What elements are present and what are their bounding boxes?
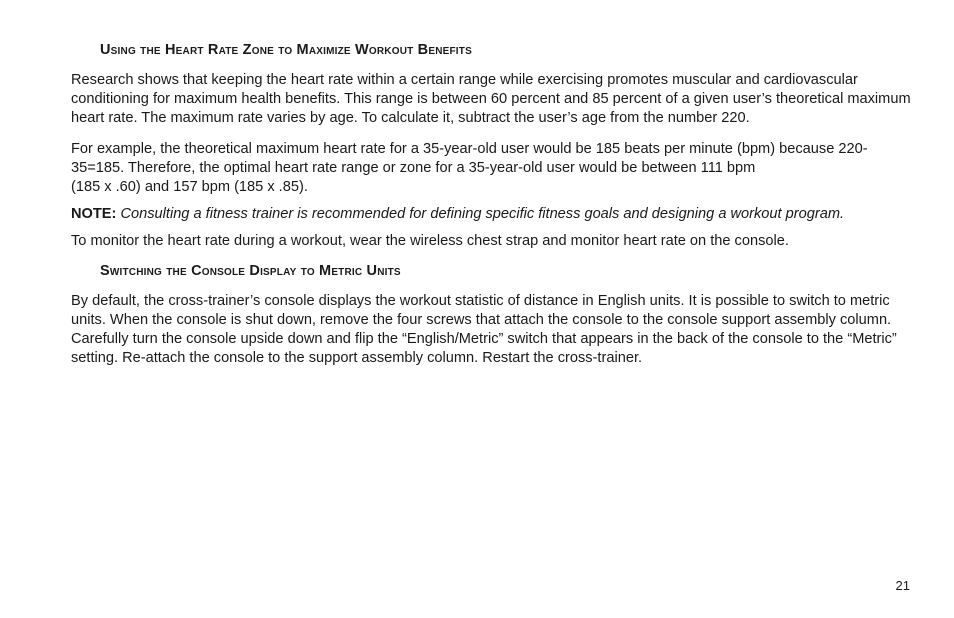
metric-units-paragraph: By default, the cross-trainer’s console displays the workout statistic of distance in English units. It is possible to switch to metric units. When the console is shut down, remove the four screws that attach the console to the console support assembly column. Carefully turn the console upside down and flip the “English/Metric” switch that appears in the back of the console to the “Metric” setting. Re-attach the console to the support assembly column. Restart the cross-trainer. <box>71 293 897 366</box>
heart-rate-example-paragraph <box>71 140 916 197</box>
note-paragraph <box>71 205 916 224</box>
heart-rate-example-text: For example, the theoretical maximum heart rate for a 35-year-old user would be 185 beats per minute (bpm) because 220-35=185. Therefore, the optimal heart rate range or zone for a 35-year-old user would be between 111 bpm <box>71 141 868 176</box>
heart-rate-monitor-paragraph: To monitor the heart rate during a workout, wear the wireless chest strap and monitor heart rate on the console. <box>71 233 789 249</box>
section-heading-metric-units: Switching the Console Display to Metric Units <box>100 263 401 279</box>
heart-rate-intro-paragraph: Research shows that keeping the heart rate within a certain range while exercising promotes muscular and cardiovascular conditioning for maximum health benefits. This range is between 60 percent and 85 percent of a given user’s theoretical maximum heart rate. The maximum rate varies by age. To calculate it, subtract the user’s age from the number 220. <box>71 72 911 126</box>
note-text: Consulting a fitness trainer is recommended for defining specific fitness goals and designing a workout program. <box>120 206 845 222</box>
page-number: 21 <box>895 578 910 593</box>
manual-page <box>71 40 916 368</box>
section-heading-heart-rate-zone: Using the Heart Rate Zone to Maximize Workout Benefits <box>100 42 472 58</box>
note-label: NOTE: <box>71 206 117 222</box>
heart-rate-example-calculation: (185 x .60) and 157 bpm (185 x .85). <box>71 179 308 195</box>
